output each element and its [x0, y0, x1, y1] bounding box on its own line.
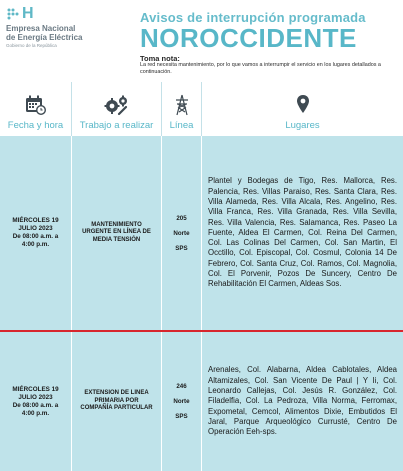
column-header-linea [162, 82, 202, 136]
table-row [0, 136, 403, 330]
linea-city: SPS [175, 413, 188, 420]
linea-number: 205 [176, 214, 187, 222]
fecha-dia: MIÉRCOLES 19 [12, 385, 59, 393]
trabajo-line: EXTENSION DE LINEA [84, 390, 149, 397]
trabajo-cell [72, 332, 162, 471]
fecha-dia: MIÉRCOLES 19 [12, 217, 59, 224]
gears-wrench-icon [104, 94, 130, 116]
page-subtitle: Avisos de interrupción programada [140, 10, 366, 25]
linea-city: SPS [175, 244, 188, 252]
column-header-trabajo [72, 82, 162, 136]
logo-letter: H [22, 5, 34, 22]
page-title: NOROCCIDENTE [140, 23, 357, 53]
power-tower-icon [174, 94, 190, 116]
fecha-mes: JULIO 2023 [18, 225, 53, 232]
lugares-cell [202, 136, 403, 330]
org-name-line1: Empresa Nacional [6, 24, 76, 33]
table-header [0, 82, 403, 136]
lugares-cell [202, 332, 403, 471]
column-label-lugares: Lugares [285, 120, 320, 131]
table-row [0, 332, 403, 471]
lugares-text: Arenales, Col. Alabarna, Aldea Cablotales, Aldea Altamizales, Col. San Vicente De Paul | Y Ii, Col. Leonardo Callejas, Col. Jesús R. González, Col. Filadelfia, Col. La Pedroza, Villa Norma, Ferromax, Expometal, Cemcol, Alimentos Dixie, Embutidos El Jaral, Parque Arqueológico Currusté, Centro De Operación Eeh-sps. [208, 365, 397, 437]
column-header-fecha [0, 82, 72, 136]
logo-dots-icon [6, 7, 20, 21]
trabajo-cell [72, 136, 162, 330]
fecha-mes: JULIO 2023 [18, 393, 53, 401]
note-label: Toma nota: [140, 54, 180, 63]
trabajo-line: MANTENIMIENTO [91, 221, 142, 228]
trabajo-line: URGENTE EN LÍNEA DE [82, 229, 151, 236]
column-header-lugares [202, 82, 403, 136]
note-text: La red necesita mantenimiento, por lo que vamos a interrumpir el servicio en los lugares detallados a continuación. [140, 62, 381, 75]
outage-table [0, 82, 403, 471]
column-label-linea: Línea [169, 120, 194, 131]
column-label-fecha: Fecha y hora [7, 120, 64, 131]
fecha-hora-fin: 4:00 p.m. [21, 409, 50, 417]
trabajo-line: MEDIA TENSIÓN [92, 236, 141, 243]
fecha-cell [0, 136, 72, 330]
trabajo-line: COMPAÑÍA PARTICULAR [80, 405, 153, 412]
trabajo-line: PRIMARIA POR [94, 397, 139, 404]
linea-number: 246 [176, 383, 187, 390]
map-pin-icon [296, 94, 310, 116]
linea-cell [162, 332, 202, 471]
fecha-hora-fin: 4:00 p.m. [21, 241, 50, 248]
lugares-text: Plantel y Bodegas de Tigo, Res. Mallorca, Res. Palencia, Res. Villas Paraiso, Res. Santa Clara, Res. Villa Alameda, Res. Villa Alcala, Res. Angelino, Res. Villa Franca, Res. Villa Granada, Res. Villa Sevilla, Res. Villa Valencia, Res. Salamanca, Res. Paseo La Fuente, Aldea El Carmen, Col. Reina Del Carmen, Col. Las Colinas Del Carmen, Col. San Martin, El Occtillo, Col. Episcopal, Col. Cosmul, Colonia 14 De Febrero, Col. Santa Cruz, Col. Ramos, Col. Magnolia, Col. El Porvenir, Pozos De Suncery, Centro De Rehabilitación El Carmen, Aldeas Sos. [208, 176, 397, 289]
fecha-hora: De 08:00 a.m. a [12, 233, 59, 240]
org-government: Gobierno de la República [6, 43, 57, 48]
fecha-cell [0, 332, 72, 471]
calendar-clock-icon [25, 94, 47, 116]
linea-zone: Norte [173, 229, 190, 237]
linea-zone: Norte [173, 398, 190, 405]
header [0, 0, 403, 80]
org-name-line2: de Energía Eléctrica [6, 33, 83, 42]
column-label-trabajo: Trabajo a realizar [79, 120, 154, 131]
fecha-hora: De 08:00 a.m. a [12, 401, 59, 409]
enee-logo [6, 6, 126, 48]
linea-cell [162, 136, 202, 330]
